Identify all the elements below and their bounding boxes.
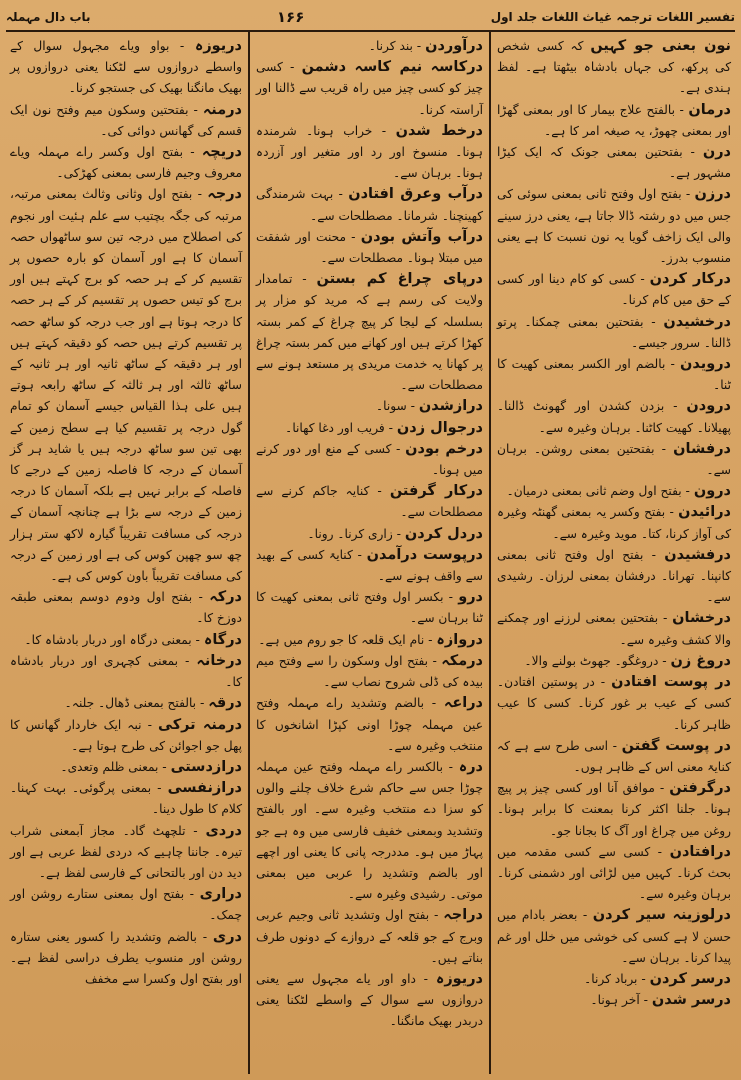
entry-headword: درن bbox=[702, 144, 731, 161]
entry-headword: دریچہ bbox=[201, 144, 242, 161]
entry-definition: - برباد کرنا۔ bbox=[584, 971, 650, 986]
entry-headword: درفشیدن bbox=[664, 546, 731, 563]
entry-definition: - بالضم اور الکسر بمعنی کھیت کا ٹنا۔ bbox=[497, 357, 731, 393]
entry-definition: - خراب ہونا۔ شرمندہ ہونا۔ منسوخ اور رد اور متغیر اور آزردہ ہونا۔ برہان سے۔ bbox=[256, 123, 483, 181]
entry-headword: دریوزہ bbox=[194, 38, 242, 54]
dictionary-entry bbox=[256, 587, 483, 629]
entry-definition: - کنایۃ کسی کے بھید سے واقف ہونے سے۔ bbox=[256, 547, 483, 584]
entry-headword: درہ bbox=[458, 758, 483, 775]
entry-definition: - کسی سے کسی مقدمہ میں بحث کرنا۔ کہیں میں لڑائی اور دشمنی کرنا۔ برہان وغیرہ سے۔ bbox=[497, 844, 731, 902]
dictionary-entry bbox=[497, 184, 731, 269]
entry-definition: - بمعنی کچہری اور دربار بادشاہ کا۔ bbox=[10, 653, 242, 690]
entry-definition: - دروغگو۔ جھوٹ بولنے والا۔ bbox=[524, 653, 671, 668]
entry-definition: - محنت اور شفقت میں مبتلا ہونا۔ مصطلحات سے۔ bbox=[256, 229, 483, 266]
entry-definition: - بفتح اول ودوم دوسم بمعنی طبقہ دوزخ کا۔ bbox=[10, 590, 242, 626]
dictionary-entry bbox=[497, 736, 731, 778]
entry-definition: - بفتح اول وفتح ثانی بمعنی سوئی کی جس میں دو رشتہ ڈالا جاتا ہے، یعنی درز سینے والی ایک زاخف گویا یہ نون نسبت کا ہے یعنی منسوب بدرز۔ bbox=[497, 187, 731, 266]
entry-definition: - بفتح اول وضم ثانی بمعنی درمیان۔ bbox=[506, 484, 694, 499]
entry-definition: - بفتح اول وکسر راے مہملہ ویاے معروف وجیم فارسی بمعنی کھڑکی۔ bbox=[10, 145, 242, 181]
entry-headword: درلوزینہ سیر کردن bbox=[592, 907, 731, 924]
header-book-title: تفسیر اللغات ترجمہ غیاث اللغات جلد اول bbox=[490, 10, 735, 24]
entry-definition: - نبہ ایک خاردار گھانس کا پھل جو اجوائن کی طرح ہوتا ہے۔ bbox=[10, 717, 242, 753]
entry-definition: - در پوستین افتادن۔ کسی کے عیب بر غور کرنا۔ کسی کا عیب ظاہر کرنا۔ bbox=[497, 675, 731, 732]
dictionary-entry bbox=[256, 693, 483, 757]
dictionary-entry bbox=[10, 693, 242, 714]
dictionary-entry bbox=[10, 587, 242, 629]
dictionary-entry bbox=[497, 990, 731, 1011]
entry-headword: درزن bbox=[694, 186, 731, 203]
dictionary-entry bbox=[10, 821, 242, 885]
dictionary-entry bbox=[10, 184, 242, 587]
dictionary-entry bbox=[497, 396, 731, 438]
entry-definition: - موافق آنا اور کسی چیز پر پیچ ہونا۔ جلنا اکثر کرنا بمعنت کا برابر ہونا۔ روغن میں چراغ اور آگ کا بجانا جو۔ bbox=[497, 781, 731, 838]
entry-definition: کہ کسی شخص کی پرکھ، کی جہاں بادشاہ بیٹھتا ہے۔ لفظ ہندی ہے۔ bbox=[497, 39, 731, 96]
entry-definition: - کسی کے منع اور دور کرنے میں ہونا۔ bbox=[256, 441, 483, 478]
dictionary-entry bbox=[256, 757, 483, 905]
entry-definition: - بفتحتین بمعنی چمکنا۔ پرتو ڈالنا۔ سرور جیسے۔ bbox=[497, 314, 731, 350]
dictionary-entry bbox=[497, 545, 731, 609]
dictionary-entry bbox=[497, 672, 731, 736]
dictionary-entry bbox=[256, 905, 483, 969]
entry-definition: - آخر ہونا۔ bbox=[590, 993, 652, 1008]
entry-definition: - بالکسر راے مہملہ وفتح عین مہملہ چوڑا جس سے حاکم شرع خلاف چلنے والوں کو سزا دے منتخب وغیرہ سے۔ اور بالفتح وتشدید وبمعنی خفیف فارسی میں وہ ہے جو پہاڑ میں ہو۔ مددرجہ پانی کا یعنی اور اچھے اور بالضم وتشدید را عربی میں بمعنی موتی۔ رشیدی وغیرہ سے۔ bbox=[256, 759, 483, 902]
entry-definition: - بمعنی ظلم وتعدی۔ bbox=[60, 759, 171, 774]
entry-headword: درازشدن bbox=[418, 398, 483, 415]
entry-headword: درافتادن bbox=[669, 843, 731, 860]
entry-headword: درمکہ bbox=[441, 652, 483, 669]
dictionary-entry bbox=[497, 842, 731, 906]
dictionary-entry bbox=[256, 269, 483, 396]
entry-definition: - بالضم وتشدید راے مہملہ وفتح عین مہملہ چوڑا اونی کپڑا اشانخوں کا منتخب وغیرہ سے۔ bbox=[256, 696, 483, 753]
dictionary-entry bbox=[256, 651, 483, 693]
dictionary-entry bbox=[497, 969, 731, 990]
dictionary-entry bbox=[497, 439, 731, 481]
dictionary-entry bbox=[256, 439, 483, 481]
entry-headword: درپوست درآمدن bbox=[366, 546, 483, 563]
entry-headword: درودن bbox=[686, 398, 731, 415]
dictionary-entry bbox=[497, 608, 731, 650]
entry-headword: درکار گرفتن bbox=[389, 483, 483, 500]
entry-definition: - کسی چیز کو کسی چیز میں راہ قریب سے ڈالنا اور آراستہ کرنا۔ bbox=[256, 60, 483, 117]
dictionary-entry bbox=[256, 36, 483, 57]
text-columns bbox=[4, 32, 737, 1074]
entry-headword: درویدن bbox=[680, 356, 731, 373]
page-header bbox=[6, 4, 735, 32]
dictionary-entry bbox=[10, 778, 242, 820]
entry-headword: دروازہ bbox=[436, 631, 483, 648]
entry-headword: درون bbox=[693, 483, 731, 500]
dictionary-entry bbox=[256, 524, 483, 545]
entry-definition: - بفتح اول وتشدید ثانی وجیم عربی وبرج کے جو قلعہ کے دروازے کے دونوں طرف بناتے ہیں۔ bbox=[256, 908, 483, 965]
entry-definition: - زاری کرنا۔ رونا۔ bbox=[307, 526, 405, 541]
entry-headword: دراجہ bbox=[443, 907, 483, 924]
entry-definition: - بفتح وکسر یہ بمعنی گھنٹہ وغیرہ کی آواز کرنا، کتا۔ موید وغیرہ سے۔ bbox=[497, 505, 731, 541]
entry-definition: - داو اور یاے مجہول سے یعنی دروازوں سے سوال کے واسطے لٹکنا یعنی دربدر بھیک مانگنا۔ bbox=[256, 971, 483, 1029]
entry-definition: - بفتح اول وسکون را سے وفتح میم بیدہ کی ڈلی شروح نصاب سے۔ bbox=[256, 653, 483, 690]
entry-definition: - سونا۔ bbox=[375, 399, 419, 414]
entry-definition: - اسی طرح سے ہے کہ کنایۃ معنی اس کے ظاہر ہوں۔ bbox=[497, 738, 731, 774]
dictionary-entry bbox=[497, 651, 731, 672]
entry-headword: درقہ bbox=[208, 695, 242, 712]
entry-headword: درخم بودن bbox=[405, 440, 483, 457]
entry-headword: درآب وعرق افتادن bbox=[348, 186, 483, 203]
entry-headword: درسر کردن bbox=[649, 970, 731, 987]
entry-headword: درو bbox=[458, 589, 483, 606]
entry-definition: - بالضم وتشدید را کسور یعنی ستارہ روشن اور منسوب یطرف دراسی لفظ ہے۔ اور بفتح اول وکسرا سے مخفف bbox=[10, 929, 242, 986]
entry-headword: درفشان bbox=[673, 440, 731, 457]
column-left bbox=[4, 32, 248, 1074]
dictionary-entry bbox=[256, 57, 483, 121]
entry-headword: درکار کردن bbox=[649, 271, 731, 288]
entry-definition: - بفتحتین بمعنی روشن۔ برہان سے۔ bbox=[497, 441, 731, 478]
entry-headword: در پوست گفتن bbox=[621, 737, 731, 754]
entry-headword: درخانہ bbox=[196, 652, 242, 669]
entry-headword: دردی bbox=[205, 822, 242, 839]
entry-definition: - بفتح اول وفتح ثانی بمعنی کانپنا۔ تھرانا۔ درفشان بمعنی لرزان۔ رشیدی سے۔ bbox=[497, 547, 731, 605]
dictionary-entry bbox=[10, 927, 242, 991]
entry-headword: درخشیدن bbox=[663, 313, 731, 330]
dictionary-entry bbox=[497, 142, 731, 184]
entry-definition: - بواو ویاے مجہول سوال کے واسطے دروازوں سے لٹکنا یعنی دروازوں پر بھیک مانگنا بھیک کی جستجو کرنا۔ bbox=[10, 39, 242, 96]
header-chapter-title: باب دال مہملہ bbox=[6, 10, 91, 24]
column-middle bbox=[248, 32, 491, 1074]
dictionary-entry bbox=[497, 502, 731, 544]
entry-definition: - بفتحتین وسکون میم وفتح نون ایک قسم کی گھانس دوائی کی۔ bbox=[10, 102, 242, 138]
entry-headword: درپای چراغ کم بستن bbox=[316, 271, 483, 288]
dictionary-entry bbox=[256, 227, 483, 269]
entry-definition: - بفتح اول وثانی وثالث بمعنی مرتبہ، مرتبہ کی جگہ بچتیب سے علم ہئیت اور نجوم کی اصطلاح میں درجہ تین سو ساٹھواں حصہ آسمان کا ہے اور آسمان کو بارہ حصوں پر تقسیم کر کے ہر حصہ کو برج کہتے ہیں اور برج کو تیس حصوں پر تقسیم کر کے ہر حصہ کا درجہ ہوتا ہے اور جب درجہ کو ساٹھ حصہ پر تقسیم کرتے ہیں حصہ کو دقیقہ کہتے ہیں اور ہر دقیقہ کے ساٹھ ثانیہ اور ہر ثانیہ کے ساٹھ ثالثہ اور ہر ثالثہ کے ساٹھ رابعہ ہوتے ہیں علی ہذا القیاس جیسے آسمان کو تمام گول درجہ پر تقسیم کیا ہے سطح زمین کے بھی تین سو ساٹھ درجہ ہیں یا شاید ہر گز آسمان کے درجہ کا فاصلہ زمین کے درجے کا فاصلہ کے برابر نہیں ہے بلکہ آسمان کا درجہ زمین کے درجہ سے بڑا ہے چنانچہ آسمان کے درجہ کی مسافت تقریباً گیارہ لاکھ ستر ہزار چھ سو چھپن کوس کی ہے اور زمین کے درجہ کی مسافت تقریباً باون کوس کی ہے۔ bbox=[10, 187, 242, 584]
dictionary-entry bbox=[256, 969, 483, 1033]
dictionary-entry bbox=[497, 36, 731, 100]
entry-definition: - بعضر بادام میں حسن لا ہے کسی کی خوشی میں خلل اور غم پیدا کرنا۔ برہان سے۔ bbox=[497, 908, 731, 965]
entry-definition: - بمعنی پرگوئی۔ بہت کہنا۔ کلام کا طول دینا۔ bbox=[10, 781, 242, 817]
entry-headword: دروغ زن bbox=[670, 652, 731, 669]
entry-headword: درائیدن bbox=[678, 504, 731, 521]
dictionary-entry bbox=[497, 354, 731, 396]
column-right bbox=[491, 32, 737, 1074]
entry-headword: درکہ bbox=[209, 589, 242, 606]
page-number: ۱۶۶ bbox=[276, 8, 305, 26]
dictionary-entry bbox=[256, 545, 483, 587]
entry-headword: درمنہ ترکی bbox=[158, 716, 243, 733]
dictionary-entry bbox=[497, 312, 731, 354]
entry-headword: درآب وآتش بودن bbox=[360, 228, 483, 245]
dictionary-entry bbox=[10, 142, 242, 184]
dictionary-entry bbox=[10, 36, 242, 100]
dictionary-entry bbox=[10, 884, 242, 926]
dictionary-entry bbox=[497, 481, 731, 502]
entry-headword: درمنہ bbox=[202, 101, 242, 118]
entry-definition: - تلچھٹ گاد۔ مجاز آبمعنی شراب تیرہ۔ جاننا چاہیے کہ دردی لفظ عربی ہے اور دید دن اور بالتحانی کے فارسی لفظ ہے۔ bbox=[10, 823, 242, 880]
entry-headword: درگرفتن bbox=[669, 780, 731, 797]
entry-headword: نون بعنی جو کہیں bbox=[590, 38, 731, 54]
entry-definition: - کنایہ جاکم کرنے سے مصطلحات سے۔ bbox=[256, 484, 483, 520]
dictionary-entry bbox=[497, 778, 731, 842]
entry-headword: درسر شدن bbox=[651, 992, 731, 1009]
entry-headword: درآوردن bbox=[425, 38, 483, 54]
dictionary-entry bbox=[256, 481, 483, 523]
entry-definition: - بفتحتین بمعنی لرزنے اور چمکنے والا کشف وغیرہ سے۔ bbox=[497, 611, 731, 647]
entry-definition: - بکسر اول وفتح ثانی بمعنی کھیت کا ٹنا برہان سے۔ bbox=[256, 590, 483, 626]
entry-headword: درجوال زدن bbox=[396, 419, 483, 436]
dictionary-entry bbox=[497, 269, 731, 311]
dictionary-entry bbox=[10, 651, 242, 693]
dictionary-entry bbox=[256, 630, 483, 651]
entry-definition: - بفتحتین بمعنی جونک کہ ایک کیڑا مشہور ہے۔ bbox=[497, 145, 731, 181]
entry-definition: - بفتح اول بمعنی ستارے روشن اور چمک۔ bbox=[10, 887, 242, 923]
dictionary-entry bbox=[497, 905, 731, 969]
dictionary-entry bbox=[10, 630, 242, 651]
entry-headword: دراعہ bbox=[443, 695, 483, 712]
entry-definition: - بمعنی درگاہ اور دربار بادشاہ کا۔ bbox=[24, 632, 204, 647]
entry-headword: درجہ bbox=[207, 186, 242, 203]
entry-headword: دری bbox=[212, 928, 242, 945]
entry-definition: - بزدن کشدن اور گھونٹ ڈالنا۔ پھیلانا۔ کھیت کاٹنا۔ برہان وغیرہ سے۔ bbox=[497, 399, 731, 435]
dictionary-entry bbox=[10, 757, 242, 778]
entry-headword: درمان bbox=[688, 101, 731, 118]
entry-headword: درگاہ bbox=[203, 631, 242, 648]
dictionary-entry bbox=[497, 100, 731, 142]
dictionary-entry bbox=[256, 121, 483, 185]
entry-headword: دریوزہ bbox=[435, 970, 483, 987]
entry-definition: - بالفتح علاج بیمار کا اور بمعنی گھڑا اور بمعنی چھوڑ، یہ صیغہ امر کا ہے۔ bbox=[497, 102, 731, 138]
entry-headword: درازدستی bbox=[170, 758, 242, 775]
dictionary-entry bbox=[10, 715, 242, 757]
entry-headword: درازنفسی bbox=[167, 780, 242, 797]
dictionary-entry bbox=[256, 396, 483, 417]
entry-definition: - نام ایک قلعہ کا جو روم میں ہے۔ bbox=[258, 632, 437, 647]
entry-headword: دردل کردن bbox=[404, 525, 483, 542]
entry-definition: - بند کرنا۔ bbox=[368, 39, 426, 53]
entry-definition: - تمامدار ولایت کی رسم ہے کہ مرید کو مزار پر بسلسلہ کے لیجا کر پیچ چراغ کے کمر بستہ کھڑا کرتے ہیں اور کھانے میں کمر بستہ چراغ پر کھانا یہ خدمت مریدی پر مستعد ہونے سے مصطلحات سے۔ bbox=[256, 272, 483, 393]
entry-definition: - کسی کو کام دینا اور کسی کے حق میں کام کرنا۔ bbox=[497, 272, 731, 308]
entry-headword: درکاسہ نیم کاسہ دشمن bbox=[301, 59, 483, 76]
dictionary-entry bbox=[256, 184, 483, 226]
entry-headword: دراری bbox=[199, 886, 242, 903]
entry-headword: در پوست افتادن bbox=[611, 674, 731, 691]
entry-definition: - بالفتح بمعنی ڈھال۔ جلنہ۔ bbox=[64, 696, 209, 711]
dictionary-entry bbox=[10, 100, 242, 142]
dictionary-entry bbox=[256, 418, 483, 439]
entry-headword: درخشان bbox=[672, 610, 731, 627]
entry-definition: - بہت شرمندگی کھینچنا۔ شرمانا۔ مصطلحات سے۔ bbox=[256, 187, 483, 223]
entry-definition: - فریب اور دغا کھانا۔ bbox=[285, 420, 397, 435]
entry-headword: درخط شدن bbox=[395, 122, 483, 139]
